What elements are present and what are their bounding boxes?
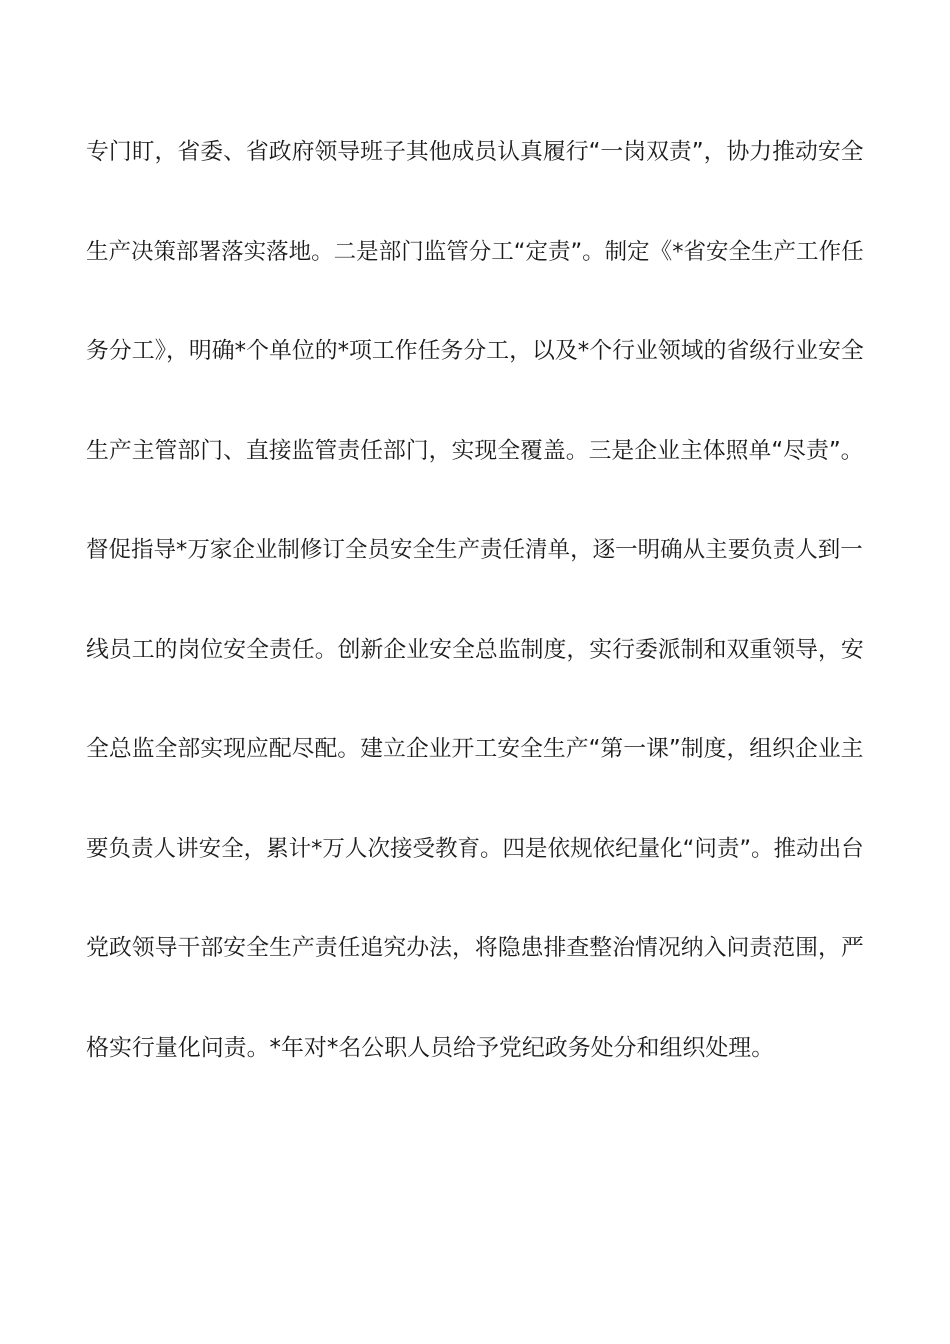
text-line-3: 务分工》，明确*个单位的*项工作任务分工，以及*个行业领域的省级行业安全 bbox=[86, 338, 864, 364]
text-line-2: 生产决策部署落实落地。二是部门监管分工“定责”。制定《*省安全生产工作任 bbox=[86, 238, 864, 265]
text-line-8: 要负责人讲安全，累计*万人次接受教育。四是依规依纪量化“问责”。推动出台 bbox=[86, 835, 864, 862]
text-line-4: 生产主管部门、直接监管责任部门，实现全覆盖。三是企业主体照单“尽责”。 bbox=[86, 437, 864, 464]
text-line-1: 专门盯，省委、省政府领导班子其他成员认真履行“一岗双责”，协力推动安全 bbox=[86, 139, 864, 165]
text-line-5: 督促指导*万家企业制修订全员安全生产责任清单，逐一明确从主要负责人到一 bbox=[86, 537, 863, 563]
text-line-6: 线员工的岗位安全责任。创新企业安全总监制度，实行委派制和双重领导，安 bbox=[86, 636, 864, 663]
text-line-9: 党政领导干部安全生产责任追究办法，将隐患排查整治情况纳入问责范围，严 bbox=[86, 935, 864, 961]
body-paragraph bbox=[86, 127, 866, 1122]
text-line-10: 格实行量化问责。*年对*名公职人员给予党纪政务处分和组织处理。 bbox=[86, 1034, 775, 1061]
text-line-7: 全总监全部实现应配尽配。建立企业开工安全生产“第一课”制度，组织企业主 bbox=[86, 736, 864, 762]
